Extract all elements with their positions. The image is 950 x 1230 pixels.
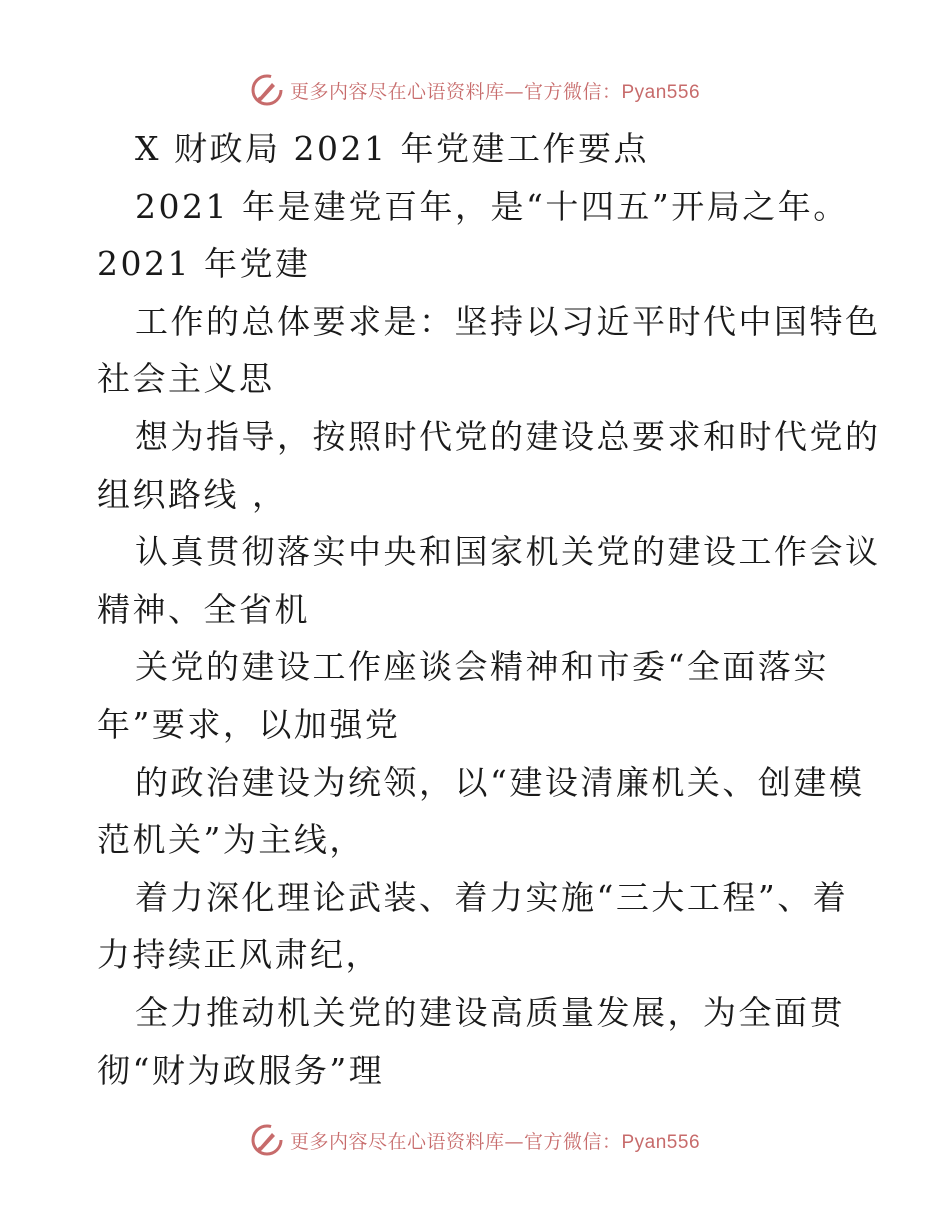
pen-seal-logo-icon <box>250 1123 284 1157</box>
watermark-id: Pyan556 <box>621 1131 701 1153</box>
pen-seal-logo-icon <box>250 73 284 107</box>
watermark-label <box>290 1127 700 1154</box>
watermark-text: 更多内容尽在心语资料库—官方微信： <box>289 1130 622 1153</box>
text-line: 力持续正风肃纪， <box>97 935 381 975</box>
document-body <box>97 120 881 1099</box>
text-line: 想为指导，按照时代党的建设总要求和时代党的 <box>135 416 881 456</box>
text-line: 2021 年是建党百年，是“十四五”开局之年。 <box>135 186 849 226</box>
text-line: 范机关”为主线， <box>97 820 365 860</box>
header-watermark <box>0 70 950 110</box>
text-line: 精神、全省机 <box>97 589 310 629</box>
text-line: 着力深化理论武装、着力实施“三大工程”、着 <box>135 877 849 917</box>
text-line: 工作的总体要求是：坚持以习近平时代中国特色 <box>135 301 881 341</box>
text-line: 的政治建设为统领，以“建设清廉机关、创建模 <box>135 762 865 802</box>
text-line: 社会主义思 <box>97 359 275 399</box>
footer-watermark <box>0 1120 950 1160</box>
text-line: 彻“财为政服务”理 <box>97 1050 385 1090</box>
text-line: X 财政局 2021 年党建工作要点 <box>135 129 649 168</box>
text-line: 年”要求，以加强党 <box>97 704 401 744</box>
watermark-text: 更多内容尽在心语资料库—官方微信： <box>289 80 622 103</box>
watermark-label <box>290 77 700 104</box>
text-line: 全力推动机关党的建设高质量发展，为全面贯 <box>135 992 845 1032</box>
text-line: 关党的建设工作座谈会精神和市委“全面落实 <box>135 647 829 687</box>
watermark-id: Pyan556 <box>621 81 701 103</box>
text-line: 组织路线 ， <box>97 474 288 514</box>
text-line: 认真贯彻落实中央和国家机关党的建设工作会议 <box>135 532 881 572</box>
text-line: 2021 年党建 <box>97 244 311 284</box>
